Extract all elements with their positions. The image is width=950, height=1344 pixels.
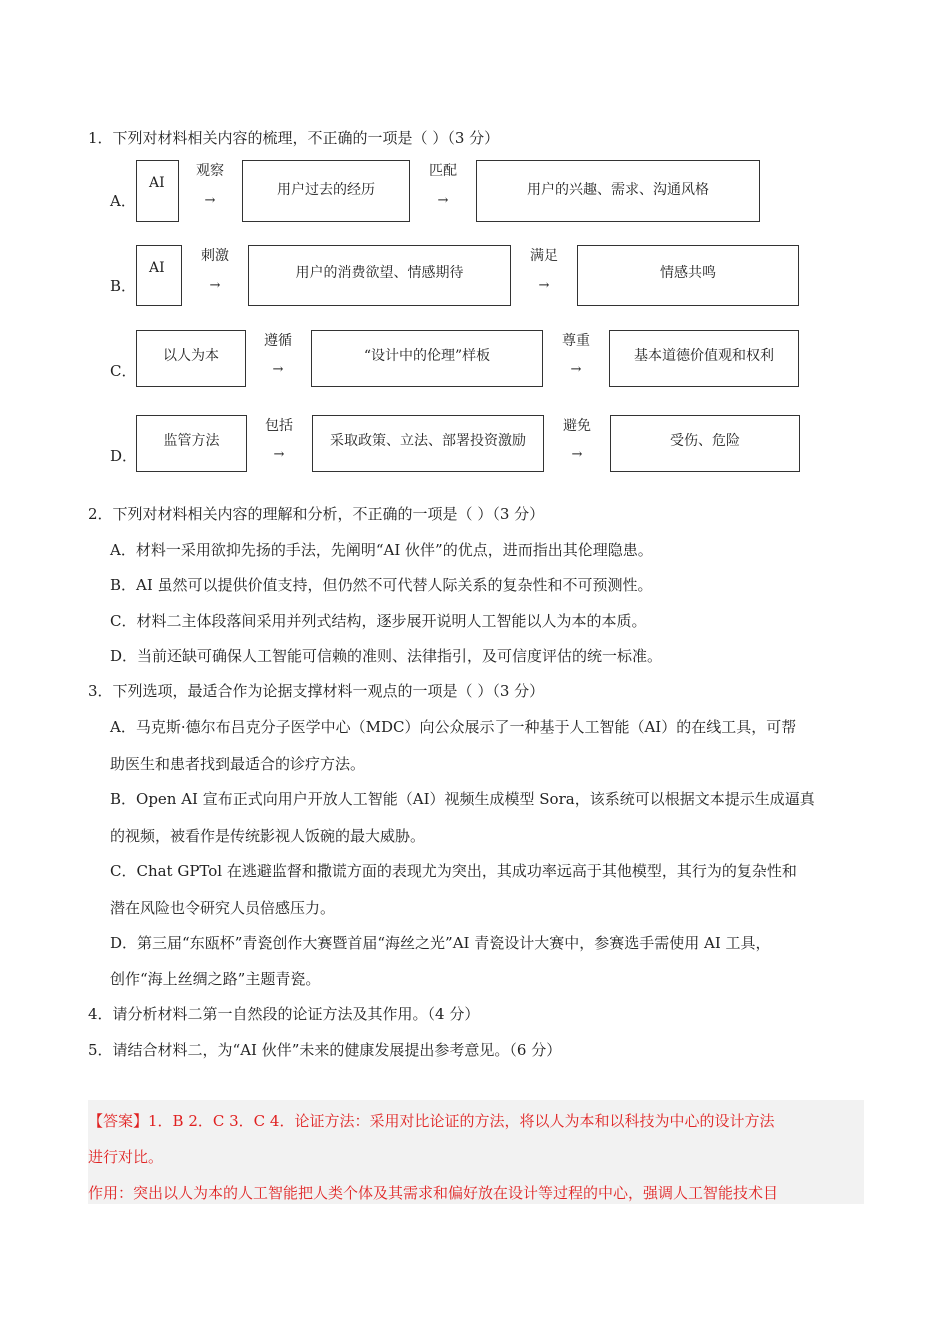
answer-block bbox=[88, 1100, 864, 1204]
relation-label: 满足 bbox=[530, 248, 558, 264]
q3-option-b-line2: 的视频，被看作是传统影视人饭碗的最大威胁。 bbox=[110, 827, 426, 845]
q3-stem: 3．下列选项，最适合作为论据支撑材料一观点的一项是（ ）（3 分） bbox=[88, 682, 545, 700]
option-letter: B． bbox=[110, 277, 137, 295]
q3-option-b-line1: B．Open AI 宣布正式向用户开放人工智能（AI）视频生成模型 Sora，该系统可以根据文本提示生成逼真 bbox=[110, 790, 815, 808]
diagram-middle-box: 用户过去的经历 bbox=[242, 160, 410, 222]
relation-label: 避免 bbox=[563, 418, 591, 434]
q2-option-b: B．AI 虽然可以提供价值支持，但仍然不可代替人际关系的复杂性和不可预测性。 bbox=[110, 576, 653, 594]
arrow-icon: → bbox=[273, 447, 285, 462]
q3-option-c-line1: C．Chat GPTol 在逃避监督和撒谎方面的表现尤为突出，其成功率远高于其他模型，其行为的复杂性和 bbox=[110, 862, 797, 880]
diagram-middle-box: “设计中的伦理”样板 bbox=[311, 330, 543, 387]
arrow-icon: → bbox=[437, 193, 449, 208]
diagram-start-box: AI bbox=[136, 245, 182, 306]
option-letter: C． bbox=[110, 362, 137, 380]
relation-label: 刺激 bbox=[201, 248, 229, 264]
q3-option-a-line1: A．马克斯·德尔布吕克分子医学中心（MDC）向公众展示了一种基于人工智能（AI）的在线工具，可帮 bbox=[110, 718, 797, 736]
answer-line: 进行对比。 bbox=[88, 1148, 164, 1166]
arrow-icon: → bbox=[570, 362, 582, 377]
q3-option-c-line2: 潜在风险也令研究人员倍感压力。 bbox=[110, 899, 336, 917]
arrow-icon: → bbox=[272, 362, 284, 377]
q3-option-d-line1: D．第三届“东瓯杯”青瓷创作大赛暨首届“海丝之光”AI 青瓷设计大赛中，参赛选手需使用 AI 工具， bbox=[110, 934, 771, 952]
q5-stem: 5．请结合材料二，为“AI 伙伴”未来的健康发展提出参考意见。（6 分） bbox=[88, 1041, 562, 1059]
diagram-end-box: 受伤、危险 bbox=[610, 415, 800, 472]
option-letter: D． bbox=[110, 447, 138, 465]
diagram-start-box: 监管方法 bbox=[136, 415, 247, 472]
q3-option-a-line2: 助医生和患者找到最适合的诊疗方法。 bbox=[110, 755, 366, 773]
answer-line: 作用：突出以人为本的人工智能把人类个体及其需求和偏好放在设计等过程的中心，强调人工智能技术目 bbox=[88, 1184, 779, 1202]
q2-stem: 2．下列对材料相关内容的理解和分析，不正确的一项是（ ）（3 分） bbox=[88, 505, 545, 523]
diagram-end-box: 情感共鸣 bbox=[577, 245, 799, 306]
arrow-icon: → bbox=[538, 278, 550, 293]
q1-stem: 1．下列对材料相关内容的梳理，不正确的一项是（ ）（3 分） bbox=[88, 129, 500, 147]
diagram-start-box: AI bbox=[136, 160, 179, 222]
q4-stem: 4．请分析材料二第一自然段的论证方法及其作用。（4 分） bbox=[88, 1005, 480, 1023]
relation-label: 匹配 bbox=[429, 163, 457, 179]
relation-label: 遵循 bbox=[264, 333, 292, 349]
option-letter: A． bbox=[110, 192, 136, 210]
q3-option-d-line2: 创作“海上丝绸之路”主题青瓷。 bbox=[110, 970, 321, 988]
q2-option-d: D．当前还缺可确保人工智能可信赖的准则、法律指引，及可信度评估的统一标准。 bbox=[110, 647, 663, 665]
relation-label: 包括 bbox=[265, 418, 293, 434]
diagram-middle-box: 用户的消费欲望、情感期待 bbox=[248, 245, 511, 306]
arrow-icon: → bbox=[204, 193, 216, 208]
answer-line: 【答案】1．B 2．C 3．C 4．论证方法：采用对比论证的方法，将以人为本和以科技为中心的设计方法 bbox=[88, 1112, 775, 1130]
diagram-end-box: 用户的兴趣、需求、沟通风格 bbox=[476, 160, 760, 222]
diagram-end-box: 基本道德价值观和权利 bbox=[609, 330, 799, 387]
q2-option-a: A．材料一采用欲抑先扬的手法，先阐明“AI 伙伴”的优点，进而指出其伦理隐患。 bbox=[110, 541, 653, 559]
q2-option-c: C．材料二主体段落间采用并列式结构，逐步展开说明人工智能以人为本的本质。 bbox=[110, 612, 647, 630]
relation-label: 尊重 bbox=[562, 333, 590, 349]
diagram-middle-box: 采取政策、立法、部署投资激励 bbox=[312, 415, 544, 472]
arrow-icon: → bbox=[571, 447, 583, 462]
diagram-start-box: 以人为本 bbox=[136, 330, 246, 387]
arrow-icon: → bbox=[209, 278, 221, 293]
relation-label: 观察 bbox=[196, 163, 224, 179]
